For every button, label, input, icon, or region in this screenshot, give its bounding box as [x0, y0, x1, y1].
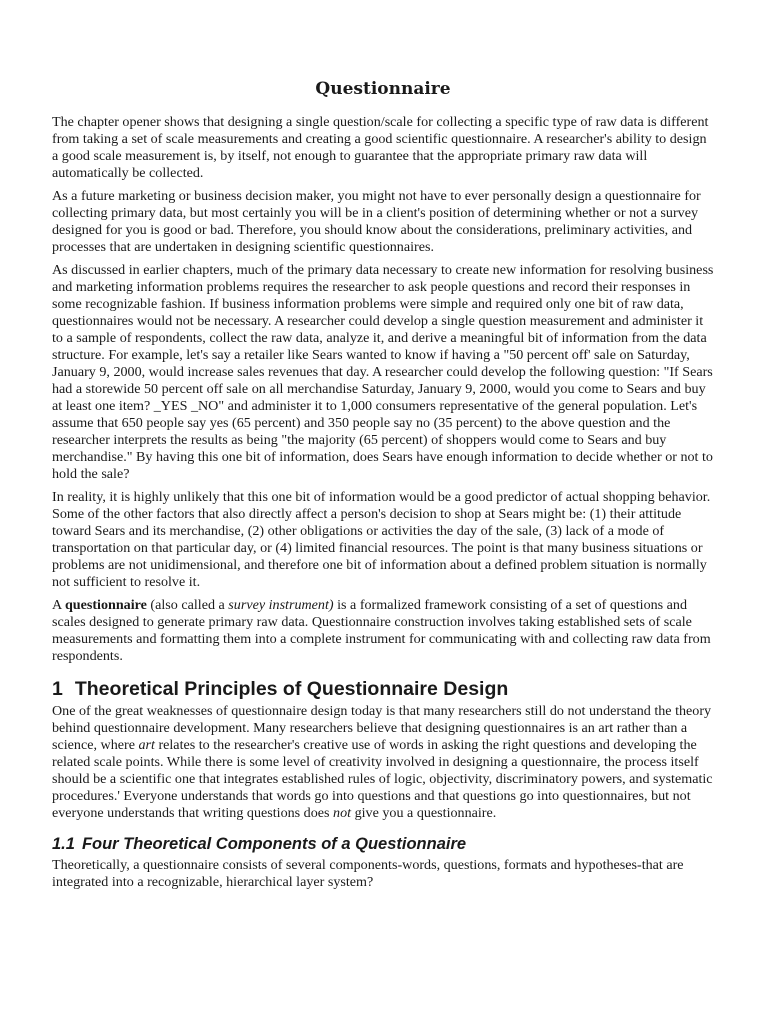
intro-paragraph-3: As discussed in earlier chapters, much of the primary data necessary to create new information for resolving business and marketing information problems requires the researcher to ask people questions and record their responses in some recognizable fashion. If business information problems were simple and required only one bit of raw data, questionnaires would not be necessary. A researcher could develop a single question measurement and administer it to a sample of respondents, collect the raw data, analyze it, and derive a meaningful bit of information from the data structure. For example, let's say a retailer like Sears wanted to know if having a "50 percent off' sale on Saturday, January 9, 2000, would increase sales revenues that day. A researcher could develop the following question: "If Sears had a storewide 50 percent off sale on all merchandise Saturday, January 9, 2000, would you come to Sears and buy at least one item? _YES _NO" and administer it to 1,000 consumers representative of the general population. Let's assume that 650 people say yes (65 percent) and 350 people say no (35 percent) to the above question and the researcher interprets the results as being "the majority (65 percent) of shoppers would come to Sears and buy merchandise." By having this one bit of information, does Sears have enough information to decide whether or not to hold the sale?: [52, 262, 714, 482]
document-title: Questionnaire: [315, 79, 451, 99]
section-1-number: 1: [52, 678, 63, 700]
not-emphasis: not: [333, 805, 352, 821]
section-1-1-number: 1.1: [52, 835, 75, 853]
intro-paragraph-4: In reality, it is highly unlikely that this one bit of information would be a good predictor of actual shopping behavior. Some of the other factors that also directly affect a person's decision to shop at Sears might be: (1) their attitude toward Sears and its merchandise, (2) other obligations or activities the day of the sale, (3) lack of a mode of transportation on that particular day, or (4) limited financial resources. The point is that many business situations or problems are not unidimensional, and therefore one bit of information about a defined problem situation is normally not sufficient to resolve it.: [52, 489, 711, 590]
questionnaire-term: questionnaire: [64, 597, 147, 613]
section-1-1-paragraph: Theoretically, a questionnaire consists of several components-words, questions, formats and hypotheses-that are integrated into a recognizable, hierarchical layer system?: [52, 857, 684, 890]
p5-text-b: (also called a: [146, 597, 229, 613]
intro-paragraph-2: As a future marketing or business decision maker, you might not have to ever personally design a questionnaire for collecting primary data, but most certainly you will be in a client's position of determining whether or not a survey designed for you is good or bad. Therefore, you should know about the considerations, preliminary activities, and processes that are undertaken in designing scientific questionnaires.: [52, 188, 701, 255]
section-1-heading: [52, 677, 714, 701]
s1-text-b: relates to the researcher's creative use of words in asking the right questions and developing the related scale points. While there is some level of creativity involved in designing a questionnaire, the process itself should be a scientific one that integrates established rules of logic, objectivity, discriminatory powers, and systematic procedures.' Everyone understands that words go into questions and that questions go into questionnaires, but not everyone understands that writing questions does: [52, 737, 713, 821]
survey-instrument-term: survey instrument): [228, 597, 334, 613]
art-emphasis: art: [138, 737, 155, 753]
section-1-title: Theoretical Principles of Questionnaire Design: [74, 678, 509, 700]
section-1-1-title: Four Theoretical Components of a Questionnaire: [81, 835, 467, 853]
p5-text-a: A: [52, 597, 65, 613]
s1-text-c: give you a questionnaire.: [351, 805, 497, 821]
section-1-paragraph: [52, 703, 714, 822]
intro-paragraph-5: [52, 597, 714, 665]
section-1-1-heading: [52, 834, 714, 855]
document-page: [52, 78, 714, 897]
intro-paragraph-1: The chapter opener shows that designing a single question/scale for collecting a specific type of raw data is different from taking a set of scale measurements and creating a good scientific questionnaire. A researcher's ability to design a good scale measurement is, by itself, not enough to guarantee that the appropriate primary raw data will automatically be collected.: [52, 114, 709, 181]
s1-text-a: One of the great weaknesses of questionnaire design today is that many researchers still do not understand the theory behind questionnaire development. Many researchers believe that designing questionnaires is an art rather than a science, where: [52, 703, 712, 753]
p5-text-c: is a formalized framework consisting of a set of questions and scales designed to generate primary raw data. Questionnaire construction involves taking established sets of scale measurements and formatting them into a complete instrument for communicating with and collecting raw data from respondents.: [52, 597, 711, 664]
